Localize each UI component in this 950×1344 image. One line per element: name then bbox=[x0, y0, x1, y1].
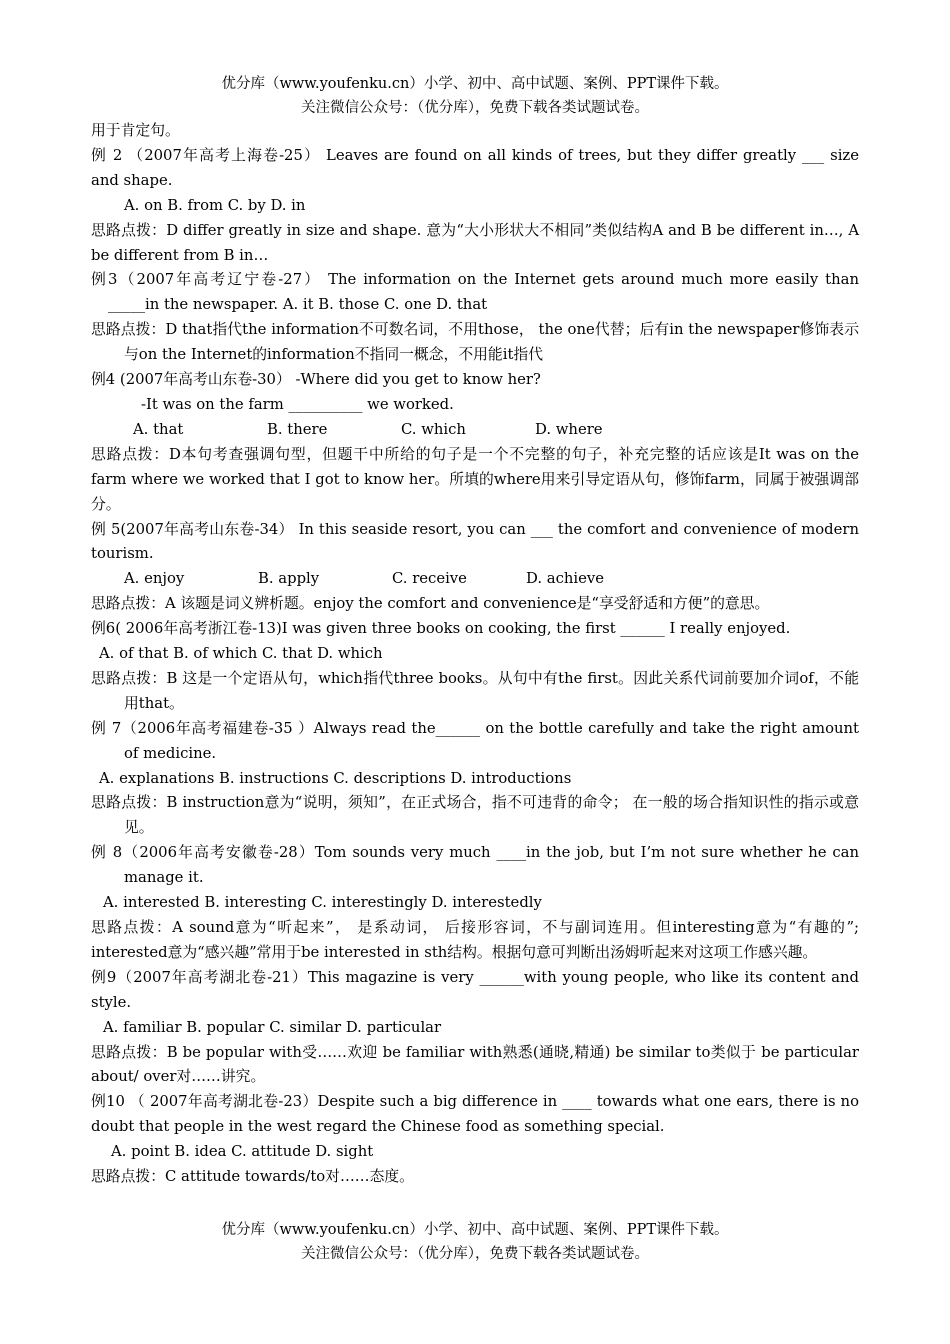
page-header bbox=[0, 72, 950, 120]
header-line-2: 关注微信公众号：（优分库），免费下载各类试题试卷。 bbox=[301, 100, 649, 116]
example-10-question: 例10 （ 2007年高考湖北卷-23）Despite such a big difference in ____ towards what one ears, there is no doubt that people in the west regard the Chinese food as something special. bbox=[91, 1093, 859, 1136]
option-a: A. that bbox=[133, 420, 184, 438]
example-6-question: 例6( 2006年高考浙江卷-13)I was given three books on cooking, the first ______ I really enjoyed. bbox=[91, 620, 791, 638]
example-3-answer: 思路点拨：D that指代the information不可数名词，不用those， the one代替；后有in the newspaper修饰表示与on the Internet的information不指同一概念，不用能it指代 bbox=[91, 321, 859, 364]
example-8-options: A. interested B. interesting C. interestingly D. interestedly bbox=[103, 894, 542, 912]
example-7-question: 例 7（2006年高考福建卷-35 ）Always read the______ on the bottle carefully and take the right amount of medicine. bbox=[91, 719, 859, 762]
example-10-answer: 思路点拨：C attitude towards/to对……态度。 bbox=[91, 1168, 414, 1186]
example-7-answer: 思路点拨：B instruction意为“说明，须知”，在正式场合，指不可违背的命令； 在一般的场合指知识性的指示或意见。 bbox=[91, 794, 859, 837]
footer-line-2: 关注微信公众号：（优分库），免费下载各类试题试卷。 bbox=[301, 1246, 649, 1262]
footer-line-1: 优分库（www.youfenku.cn）小学、初中、高中试题、案例、PPT课件下载。 bbox=[221, 1222, 729, 1238]
page-footer bbox=[0, 1218, 950, 1266]
example-6-answer: 思路点拨：B 这是一个定语从句，which指代three books。从句中有the first。因此关系代词前要加介词of，不能用that。 bbox=[91, 669, 859, 712]
example-4-options bbox=[91, 418, 859, 443]
example-9-options: A. familiar B. popular C. similar D. particular bbox=[103, 1018, 442, 1036]
example-5-question: 例 5(2007年高考山东卷-34） In this seaside resort, you can ___ the comfort and convenience of modern tourism. bbox=[91, 520, 859, 563]
example-9-question: 例9（2007年高考湖北卷-21）This magazine is very ______with young people, who like its content and style. bbox=[91, 968, 859, 1011]
example-10-options: A. point B. idea C. attitude D. sight bbox=[111, 1143, 374, 1161]
header-line-1: 优分库（www.youfenku.cn）小学、初中、高中试题、案例、PPT课件下载。 bbox=[221, 76, 729, 92]
example-4-question-line-2: -It was on the farm __________ we worked. bbox=[141, 395, 454, 413]
example-2-answer: 思路点拨：D differ greatly in size and shape. 意为“大小形状大不相同”类似结构A and B be different in…, A be different from B in… bbox=[91, 221, 859, 264]
example-8-answer: 思路点拨：A sound意为“听起来”， 是系动词， 后接形容词，不与副词连用。但interesting意为“有趣的”; interested意为“感兴趣”常用于be interested in sth结构。根据句意可判断出汤姆听起来对这项工作感兴趣。 bbox=[91, 919, 859, 961]
document-body bbox=[91, 119, 859, 1190]
option-c: C. receive bbox=[392, 570, 467, 588]
option-b: B. there bbox=[267, 420, 328, 438]
example-4-question: 例4 (2007年高考山东卷-30） -Where did you get to know her? bbox=[91, 371, 541, 389]
option-c: C. which bbox=[401, 420, 466, 438]
example-6-options: A. of that B. of which C. that D. which bbox=[99, 645, 383, 663]
option-d: D. where bbox=[535, 420, 603, 438]
option-d: D. achieve bbox=[526, 570, 604, 588]
option-a: A. enjoy bbox=[124, 570, 185, 588]
example-2-question: 例 2 （2007年高考上海卷-25） Leaves are found on all kinds of trees, but they differ greatly ___ size and shape. bbox=[91, 146, 859, 189]
example-7-options: A. explanations B. instructions C. descriptions D. introductions bbox=[99, 769, 572, 787]
example-3-question: 例3（2007年高考辽宁卷-27） The information on the Internet gets around much more easily than _____in the newspaper. A. it B. those C. one D. that bbox=[91, 271, 859, 314]
example-5-options bbox=[91, 567, 859, 592]
example-9-answer: 思路点拨：B be popular with受……欢迎 be familiar with熟悉(通晓,精通) be similar to类似于 be particular about/ over对……讲究。 bbox=[91, 1043, 859, 1086]
example-5-answer: 思路点拨：A 该题是词义辨析题。enjoy the comfort and convenience是“享受舒适和方便”的意思。 bbox=[91, 595, 770, 613]
option-b: B. apply bbox=[258, 570, 320, 588]
example-8-question: 例 8（2006年高考安徽卷-28）Tom sounds very much ____in the job, but I’m not sure whether he can manage it. bbox=[91, 844, 859, 887]
intro-text: 用于肯定句。 bbox=[91, 122, 180, 139]
example-4-answer: 思路点拨：D本句考查强调句型，但题干中所给的句子是一个不完整的句子，补充完整的话应该是It was on the farm where we worked that I got to know her。所填的where用来引导定语从句，修饰farm，同属于被强调部分。 bbox=[91, 445, 859, 513]
example-2-options: A. on B. from C. by D. in bbox=[124, 196, 306, 214]
